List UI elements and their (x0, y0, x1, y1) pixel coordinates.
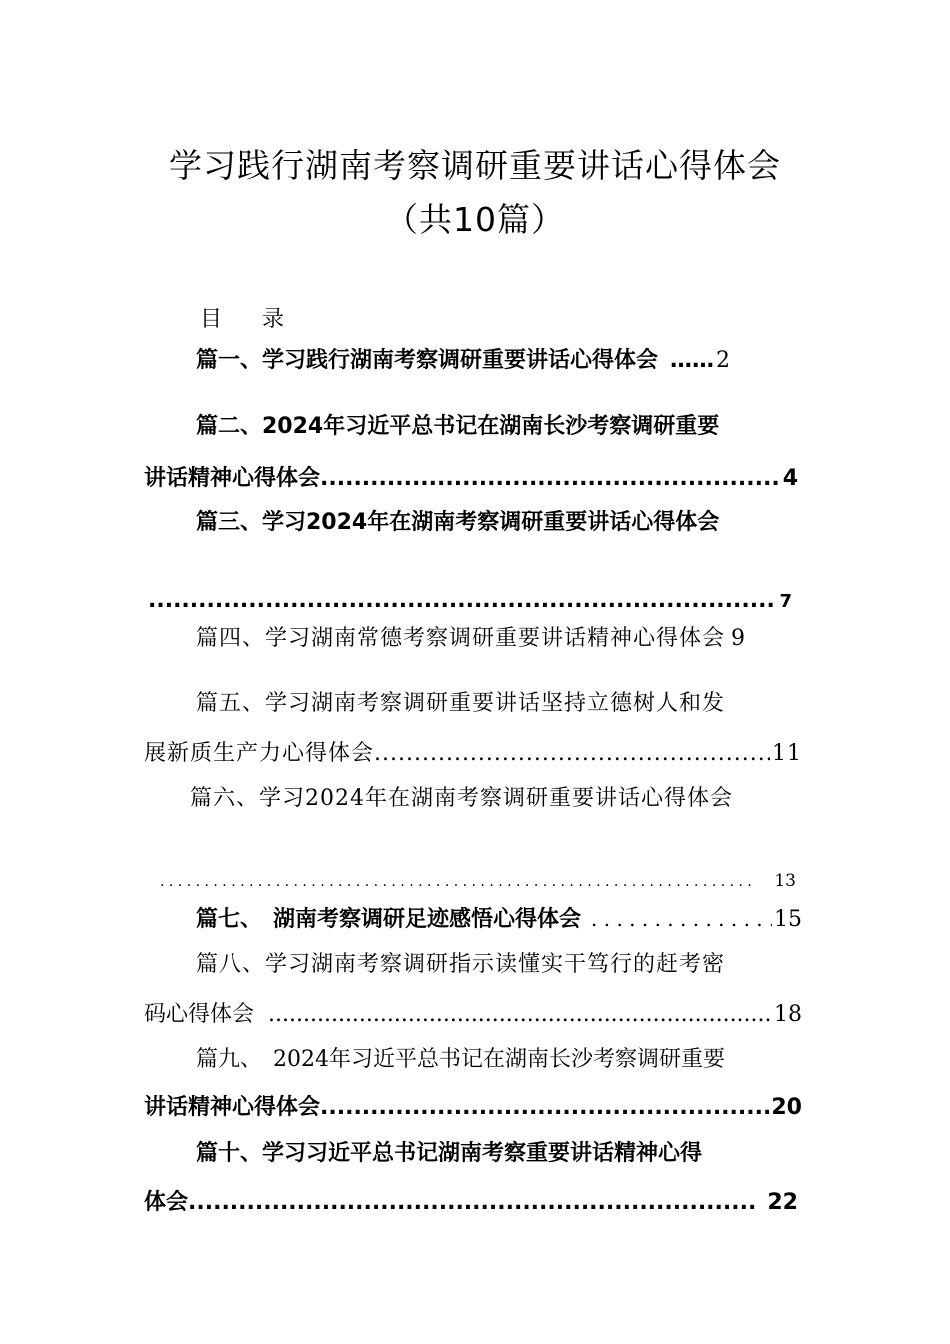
toc-entry-7[interactable] (196, 904, 802, 935)
toc-entry-10-page: 22 (767, 1190, 798, 1215)
toc-entry-10-leader (188, 1188, 757, 1218)
toc-entry-9-title-cont: 讲话精神心得体会 (144, 1095, 321, 1120)
toc-entry-2-leader (320, 464, 781, 494)
toc-entry-10-title-cont: 体会 (144, 1190, 189, 1215)
toc-entry-8-page: 18 (774, 1002, 802, 1027)
toc-entry-3[interactable] (148, 586, 792, 617)
toc-entry-8-title[interactable]: 篇八、学习湖南考察调研指示读懂实干笃行的赶考密 (196, 952, 726, 977)
toc-entry-5-title-cont: 展新质生产力心得体会 (144, 741, 375, 766)
toc-entry-5-title[interactable]: 篇五、学习湖南考察调研重要讲话坚持立德树人和发 (196, 691, 726, 716)
toc-entry-1-page: 2 (716, 348, 731, 373)
toc-entry-8-title-cont: 码心得体会 (144, 1002, 255, 1027)
toc-entry-6[interactable] (160, 866, 796, 897)
toc-entry-4-title: 篇四、学习湖南常德考察调研重要讲话精神心得体会 (196, 626, 726, 651)
toc-entry-1[interactable]: 篇一、学习践行湖南考察调研重要讲话心得体会 …… 2 (196, 346, 802, 376)
toc-entry-4[interactable] (196, 624, 808, 654)
toc-entry-3-page: 7 (779, 591, 792, 612)
toc-entry-2-page: 4 (782, 466, 798, 491)
toc-entry-10[interactable] (144, 1188, 798, 1218)
toc-entry-6-leader (160, 867, 754, 897)
toc-entry-1-title: 篇一、学习践行湖南考察调研重要讲话心得体会 (196, 348, 659, 373)
toc-entry-7-page: 15 (774, 907, 802, 932)
toc-heading-char-2: 录 (262, 307, 285, 332)
toc-entry-2[interactable] (144, 464, 798, 494)
toc-entry-3-title[interactable]: 篇三、学习2024年在湖南考察调研重要讲话心得体会 (196, 510, 720, 535)
toc-entry-7-title: 篇七、 湖南考察调研足迹感悟心得体会 (196, 907, 582, 932)
toc-entry-9-title[interactable]: 篇九、 2024年习近平总书记在湖南长沙考察调研重要 (196, 1047, 725, 1072)
toc-entry-3-leader (148, 586, 777, 616)
toc-entry-9-leader (320, 1093, 769, 1123)
document-subtitle: （共10篇） (385, 200, 565, 239)
toc-entry-7-leader (581, 904, 772, 934)
toc-entry-2-title[interactable]: 篇二、2024年习近平总书记在湖南长沙考察调研重要 (196, 414, 720, 439)
toc-heading (200, 302, 284, 333)
toc-entry-9-page: 20 (771, 1095, 802, 1120)
toc-entry-5-leader (374, 739, 770, 769)
toc-entry-2-title-cont: 讲话精神心得体会 (144, 466, 321, 491)
toc-entry-6-page: 13 (774, 871, 796, 891)
toc-entry-8[interactable] (144, 1000, 802, 1030)
toc-entry-4-page: 9 (731, 626, 747, 651)
toc-entry-8-leader (254, 1000, 772, 1030)
toc-entry-5[interactable] (144, 739, 802, 769)
document-title: 学习践行湖南考察调研重要讲话心得体会 (169, 146, 781, 185)
toc-entry-6-title[interactable]: 篇六、学习2024年在湖南考察调研重要讲话心得体会 (190, 786, 733, 811)
toc-entry-9[interactable] (144, 1093, 802, 1123)
toc-entry-5-page: 11 (772, 741, 802, 766)
toc-entry-10-title[interactable]: 篇十、学习习近平总书记湖南考察重要讲话精神心得 (196, 1141, 703, 1166)
toc-heading-char-1: 目 (200, 307, 223, 332)
